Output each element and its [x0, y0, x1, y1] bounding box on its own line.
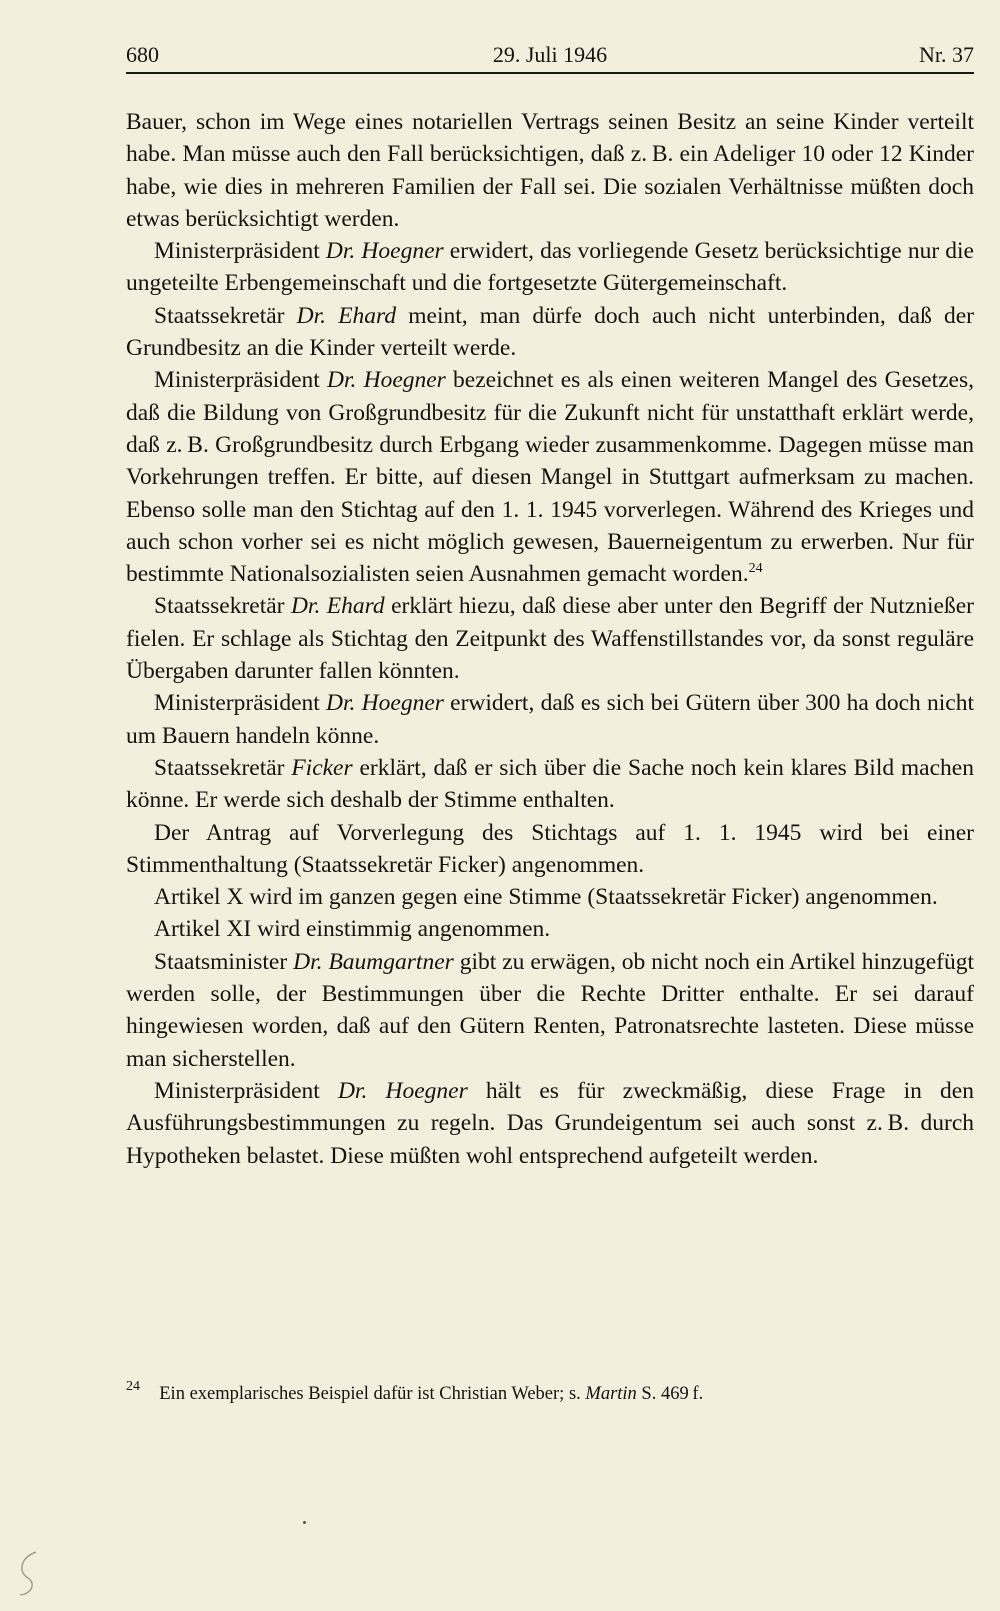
footnote-text-end: S. 469 f.	[636, 1384, 704, 1404]
paragraph-text: bezeichnet es als einen weiteren Mangel des Gesetzes, daß die Bildung von Großgrundbesitz für die Zukunft nicht für unstatthaft erklärt werde, daß z. B. Großgrundbesitz durch Erbgang wieder zusammenkomme. Dagegen müsse man Vorkehrungen treffen. Er bitte, auf diesen Mangel in Stuttgart aufmerksam zu machen. Ebenso solle man den Stichtag auf den 1. 1. 1945 vorverlegen. Während des Krieges und auch schon vorher sei es nicht möglich gewesen, Bauerneigentum zu erwerben. Nur für bestimmte Nationalsozialisten seien Ausnahmen gemacht worden.	[126, 367, 974, 588]
paper-speck	[303, 1521, 306, 1524]
paragraph	[126, 913, 974, 945]
paragraph	[126, 687, 974, 752]
paragraph-text: Staatssekretär	[154, 754, 292, 781]
speaker-name: Dr. Hoegner	[327, 367, 446, 394]
speaker-name: Ficker	[291, 754, 353, 781]
paragraph-text: hält es für zweckmäßig, diese Frage in den Ausführungsbestimmungen zu regeln. Das Grundeigentum sei auch sonst z. B. durch Hypotheken belastet. Diese müßten wohl entsprechend aufgeteilt werden.	[126, 1077, 974, 1169]
paragraph-text: gibt zu erwägen, ob nicht noch ein Artikel hinzugefügt werden solle, der Bestimmungen über die Rechte Dritter enthalte. Er sei darauf hingewiesen worden, daß auf den Gütern Renten, Patronatsrechte lasteten. Diese müsse man sicherstellen.	[126, 948, 974, 1072]
paragraph-text: erklärt hiezu, daß diese aber unter den Begriff der Nutznießer fielen. Er schlage als Stichtag den Zeitpunkt des Waffenstillstandes vor, da sonst reguläre Übergaben darunter fallen könnten.	[126, 593, 974, 685]
issue-number: Nr. 37	[919, 42, 974, 67]
footnote-number: 24	[126, 1379, 140, 1394]
paragraph	[126, 946, 974, 1075]
speaker-name: Dr. Hoegner	[337, 1077, 468, 1104]
paragraph	[126, 106, 974, 235]
paragraph	[126, 881, 974, 913]
paragraph	[126, 364, 974, 590]
footnote-text: Ein exemplarisches Beispiel dafür ist Christian Weber; s.	[159, 1384, 586, 1404]
paragraph	[126, 817, 974, 882]
footnote-author: Martin	[585, 1384, 637, 1404]
footnote	[126, 1381, 974, 1407]
paragraph-text: erwidert, das vorliegende Gesetz berücksichtige nur die ungeteilte Erbengemeinschaft und die fortgesetzte Gütergemeinschaft.	[126, 238, 974, 297]
paragraph-text: Ministerpräsident	[154, 238, 326, 265]
speaker-name: Dr. Baumgartner	[293, 948, 454, 975]
speaker-name: Dr. Hoegner	[326, 690, 444, 717]
margin-pencil-mark	[14, 1548, 44, 1598]
paragraph	[126, 590, 974, 687]
paragraph-text: Artikel X wird im ganzen gegen eine Stimme (Staatssekretär Ficker) angenommen.	[154, 884, 938, 911]
paragraph-text: Ministerpräsident	[154, 367, 327, 394]
paragraph-text: Ministerpräsident	[154, 690, 327, 717]
body-text	[126, 106, 974, 1172]
paragraph	[126, 1075, 974, 1172]
running-head	[126, 38, 974, 72]
speaker-name: Dr. Ehard	[296, 302, 397, 329]
paragraph-text: erwidert, daß es sich bei Gütern über 300 ha doch nicht um Bauern handeln könne.	[126, 690, 974, 749]
paragraph-text: meint, man dürfe doch auch nicht unterbinden, daß der Grundbesitz an die Kinder verteilt werde.	[126, 302, 974, 362]
header-date: 29. Juli 1946	[492, 42, 608, 67]
paragraph	[126, 300, 974, 365]
page-number: 680	[126, 42, 159, 67]
paragraph-text: Ministerpräsident	[154, 1077, 338, 1104]
paragraph-text: erklärt, daß er sich über die Sache noch kein klares Bild machen könne. Er werde sich deshalb der Stimme enthalten.	[126, 754, 974, 814]
footnote-reference: 24	[748, 561, 763, 577]
paragraph-text: Staatssekretär	[154, 593, 291, 620]
paragraph	[126, 752, 974, 817]
speaker-name: Dr. Ehard	[290, 593, 385, 620]
paragraph-text: Der Antrag auf Vorverlegung des Stichtags auf 1. 1. 1945 wird bei einer Stimmenthaltung (Staatssekretär Ficker) angenommen.	[126, 819, 974, 878]
paragraph-text: Bauer, schon im Wege eines notariellen Vertrags seinen Besitz an seine Kinder verteilt habe. Man müsse auch den Fall berücksichtigen, daß z. B. ein Adeliger 10 oder 12 Kinder habe, wie dies in mehreren Familien der Fall sei. Die sozialen Verhältnisse müßten doch etwas berücksichtigt werden.	[126, 109, 974, 232]
paragraph	[126, 235, 974, 300]
paragraph-text: Artikel XI wird einstimmig angenommen.	[154, 916, 551, 943]
header-rule	[126, 72, 974, 74]
paragraph-text: Staatssekretär	[154, 302, 297, 329]
paragraph-text: Staatsminister	[154, 948, 294, 975]
speaker-name: Dr. Hoegner	[325, 238, 444, 265]
